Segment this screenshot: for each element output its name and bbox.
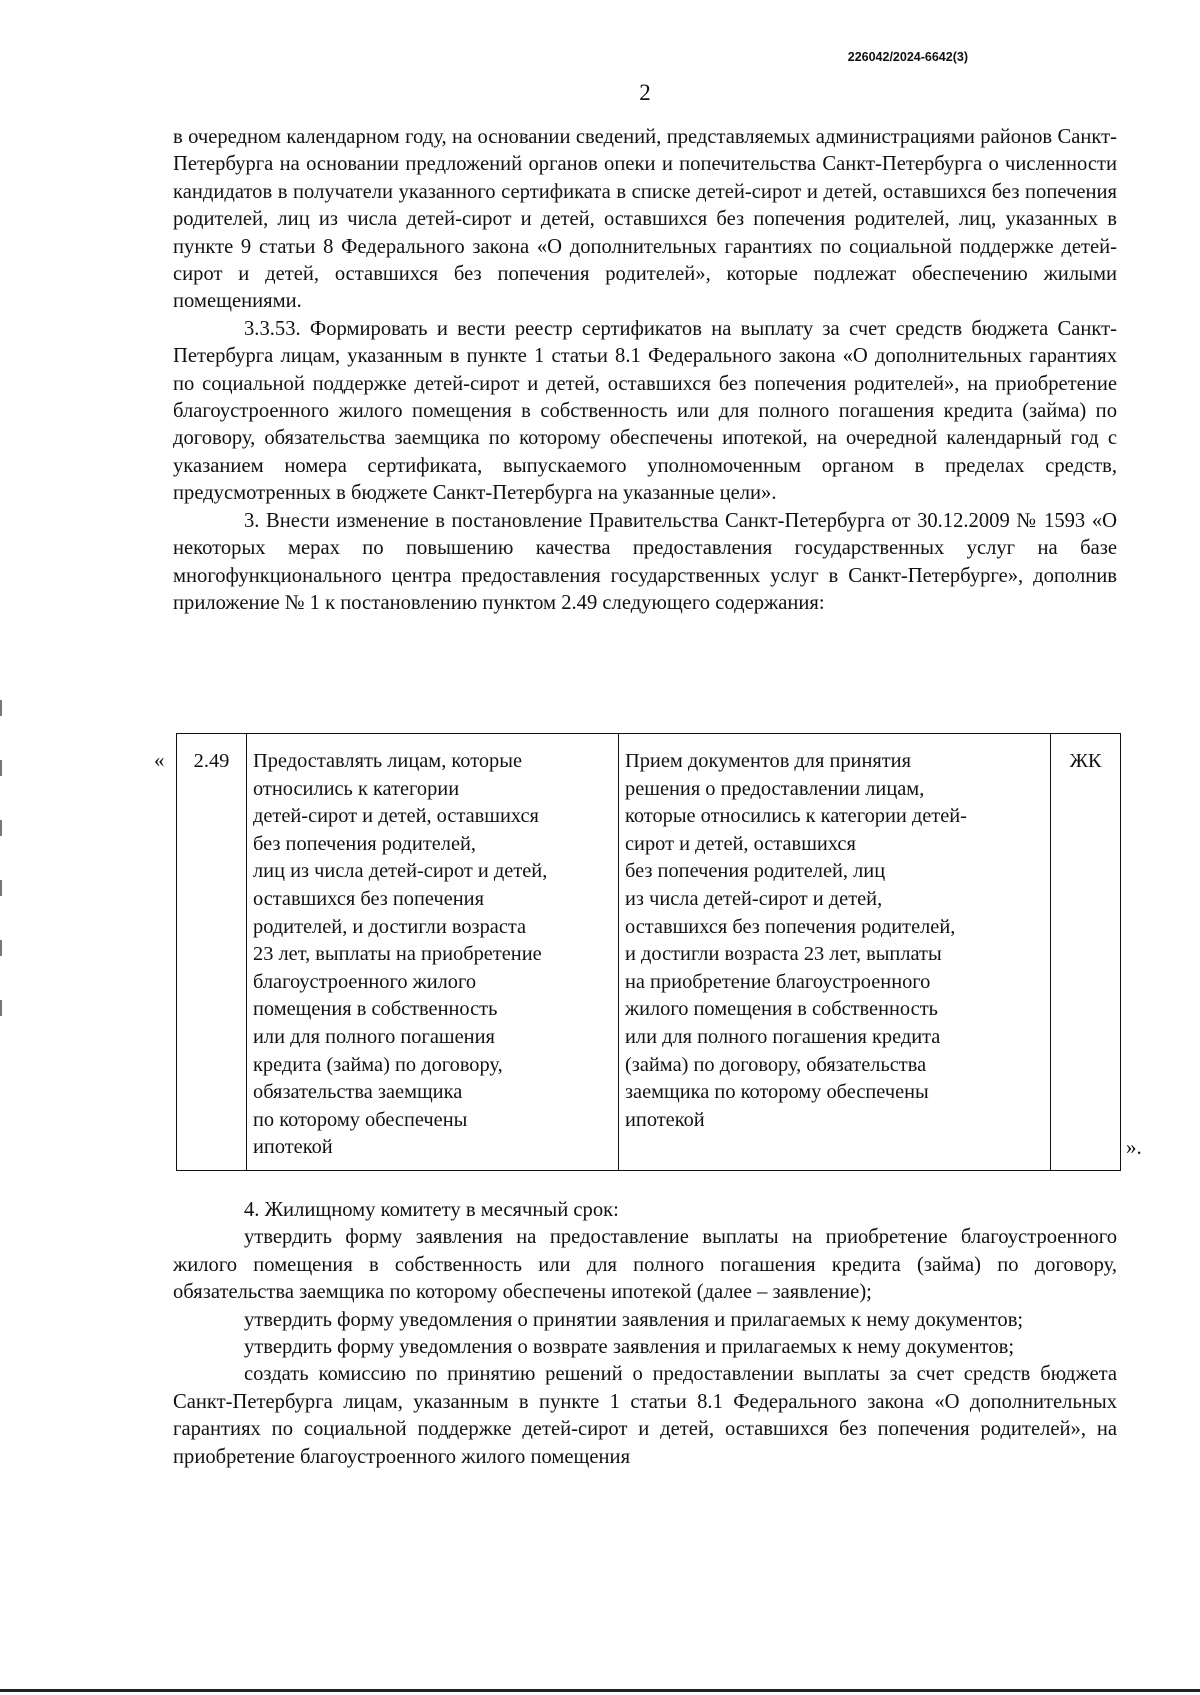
agency-code-cell: ЖК	[1051, 734, 1121, 1171]
action-line: из числа детей-сирот и детей,	[625, 887, 883, 910]
scan-edge-marks	[0, 700, 2, 1060]
service-line: или для полного погашения	[253, 1025, 495, 1048]
service-line: помещения в собственность	[253, 998, 498, 1021]
action-line: решения о предоставлении лицам,	[625, 777, 925, 800]
service-line: детей-сирот и детей, оставшихся	[253, 805, 539, 828]
action-line: без попечения родителей, лиц	[625, 860, 886, 883]
action-line: сирот и детей, оставшихся	[625, 832, 856, 855]
page-number: 2	[639, 80, 651, 105]
service-cell	[247, 734, 619, 1171]
service-line: по которому обеспечены	[253, 1108, 468, 1131]
action-line: которые относились к категории детей-	[625, 805, 967, 828]
service-line: кредита (займа) по договору,	[253, 1053, 503, 1076]
table-close-quote: ».	[1126, 1135, 1142, 1159]
action-line: или для полного погашения кредита	[625, 1025, 941, 1048]
paragraph-form-application: утвердить форму заявления на предоставление выплаты на приобретение благоустроенного жилого помещения в собственность или для полного погашения кредита (займа) по договору, обязательства заемщика по которому обеспечены ипотекой (далее – заявление);	[173, 1226, 1117, 1304]
action-line: и достигли возраста 23 лет, выплаты	[625, 943, 942, 966]
paragraph-4: 4. Жилищному комитету в месячный срок:	[244, 1199, 619, 1221]
service-line: относились к категории	[253, 777, 460, 800]
action-line: жилого помещения в собственность	[625, 998, 938, 1021]
bottom-scan-border	[0, 1689, 1200, 1692]
action-cell	[619, 734, 1051, 1171]
action-line: оставшихся без попечения родителей,	[625, 915, 956, 938]
action-line: Прием документов для принятия	[625, 750, 911, 772]
paragraph-form-return: утвердить форму уведомления о возврате заявления и прилагаемых к нему документов;	[244, 1336, 1015, 1359]
paragraph-form-acceptance: утвердить форму уведомления о принятии заявления и прилагаемых к нему документов;	[244, 1308, 1024, 1331]
table-row	[177, 734, 1121, 1171]
service-line: без попечения родителей,	[253, 832, 477, 855]
body-text-after-table	[173, 1197, 1117, 1471]
service-line: обязательства заемщика	[253, 1081, 463, 1104]
paragraph-3-3-53: 3.3.53. Формировать и вести реестр сертификатов на выплату за счет средств бюджета Санкт-Петербурга лицам, указанным в пункте 1 статьи 8.1 Федерального закона «О дополнительных гарантиях по социальной поддержке детей-сирот и детей, оставшихся без попечения родителей», на приобретение благоустроенного жилого помещения в собственность или для полного погашения кредита (займа) по договору, обязательства заемщика по которому обеспечены ипотекой, на очередной календарный год с указанием номера сертификата, выпускаемого уполномоченным органом в пределах средств, предусмотренных в бюджете Санкт-Петербурга на указанные цели».	[173, 317, 1117, 505]
service-line: благоустроенного жилого	[253, 970, 477, 993]
body-text-before-table	[173, 124, 1117, 617]
document-number: 226042/2024-6642(3)	[847, 50, 968, 64]
service-line: Предоставлять лицам, которые	[253, 750, 522, 772]
action-line: ипотекой	[625, 1108, 705, 1131]
paragraph-commission: создать комиссию по принятию решений о предоставлении выплаты за счет средств бюджета Санкт-Петербурга лицам, указанным в пункте 1 статьи 8.1 Федерального закона «О дополнительных гарантиях по социальной поддержке детей-сирот и детей, оставшихся без попечения родителей», на приобретение благоустроенного жилого помещения	[173, 1363, 1117, 1468]
inserted-table	[176, 733, 1121, 1171]
action-line: на приобретение благоустроенного	[625, 970, 931, 993]
paragraph-3: 3. Внести изменение в постановление Правительства Санкт-Петербурга от 30.12.2009 № 1593 «О некоторых мерах по повышению качества предоставления государственных услуг на базе многофункционального центра предоставления государственных услуг в Санкт-Петербурге», дополнив приложение № 1 к постановлению пунктом 2.49 следующего содержания:	[173, 509, 1117, 614]
paragraph-continuation: в очередном календарном году, на основании сведений, представляемых администрациями районов Санкт-Петербурга на основании предложений органов опеки и попечительства Санкт-Петербурга о численности кандидатов в получатели указанного сертификата в списке детей-сирот и детей, оставшихся без попечения родителей, лиц из числа детей-сирот и детей, оставшихся без попечения родителей, лиц, указанных в пункте 9 статьи 8 Федерального закона «О дополнительных гарантиях по социальной поддержке детей-сирот и детей, оставшихся без попечения родителей», которые подлежат обеспечению жилыми помещениями.	[173, 126, 1117, 313]
service-line: ипотекой	[253, 1136, 333, 1159]
service-line: оставшихся без попечения	[253, 887, 484, 910]
service-line: лиц из числа детей-сирот и детей,	[253, 860, 548, 883]
service-line: родителей, и достигли возраста	[253, 915, 527, 938]
table-open-quote: «	[154, 748, 165, 772]
service-line: 23 лет, выплаты на приобретение	[253, 943, 542, 966]
action-line: (займа) по договору, обязательства	[625, 1053, 927, 1076]
action-line: заемщика по которому обеспечены	[625, 1081, 929, 1104]
row-number-cell: 2.49	[177, 734, 247, 1171]
